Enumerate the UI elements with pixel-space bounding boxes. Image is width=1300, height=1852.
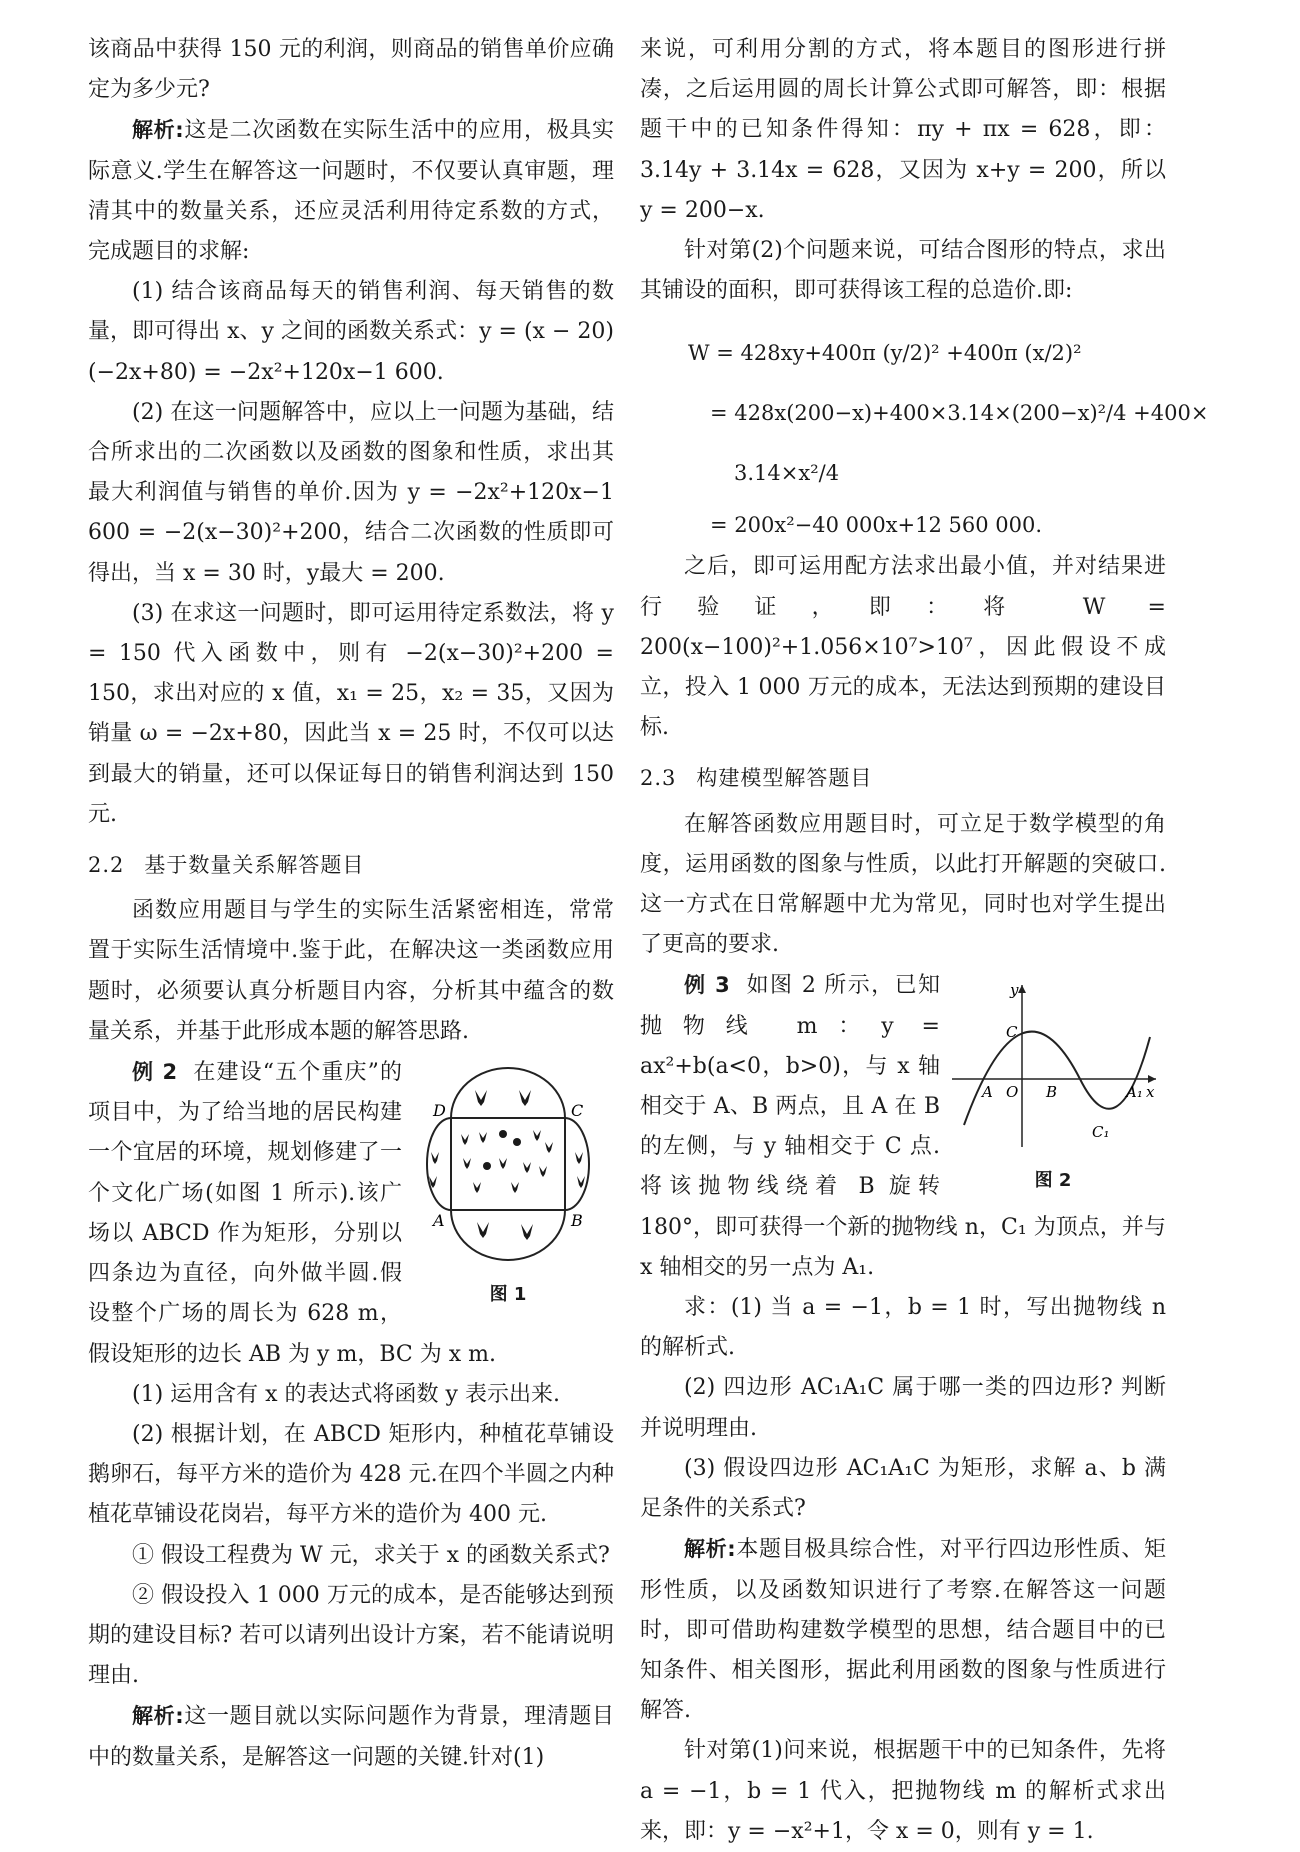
fig2-label-x: x — [1146, 1083, 1155, 1102]
fig2-label-c: C — [1006, 1023, 1018, 1042]
fig1-label-b: B — [571, 1211, 583, 1231]
paragraph: ① 假设工程费为 W 元，求关于 x 的函数关系式? — [132, 1542, 610, 1568]
paragraph: 解析:这一题目就以实际问题作为背景，理清题目中的数量关系，是解答这一问题的关键.针对(1) — [88, 1704, 614, 1770]
paragraph: (2) 四边形 AC₁A₁C 属于哪一类的四边形? 判断并说明理由. — [640, 1375, 1166, 1441]
paragraph: 在解答函数应用题目时，可立足于数学模型的角度，运用函数的图象与性质，以此打开解题的突破口.这一方式在日常解题中尤为常见，同时也对学生提出了更高的要求. — [640, 811, 1166, 958]
parabola-graph — [942, 975, 1164, 1151]
figure-1 — [402, 1060, 614, 1310]
paragraph: 求：(1) 当 a = −1，b = 1 时，写出抛物线 n 的解析式. — [640, 1295, 1166, 1361]
example-label: 例 2 — [132, 1060, 178, 1085]
analysis-label: 解析: — [132, 1704, 184, 1729]
formula-line: = 200x²−40 000x+12 560 000. — [710, 513, 1043, 538]
paragraph: 之后，即可运用配方法求出最小值，并对结果进行验证，即：将 W = 200(x−100)²+1.056×10⁷>10⁷，因此假设不成立，投入 1 000 万元的成本，无法达到预期的建设目标. — [640, 554, 1166, 741]
fig1-label-d: D — [433, 1101, 446, 1121]
paragraph: (1) 结合该商品每天的销售利润、每天销售的数量，即可得出 x、y 之间的函数关系式：y = (x − 20)(−2x+80) = −2x²+120x−1 600. — [88, 279, 614, 385]
formula-line: 3.14×x²/4 — [734, 461, 840, 486]
paragraph: (3) 在求这一问题时，即可运用待定系数法，将 y = 150 代入函数中，则有 −2(x−30)²+200 = 150，求出对应的 x 值，x₁ = 25，x₂ = 35，又因为销量 ω = −2x+80，因此当 x = 25 时，不仅可以达到最大的销量，还可以保证每日的销售利润达到 150 元. — [88, 600, 614, 827]
formula-line: W = 428xy+400π (y/2)² +400π (x/2)² — [688, 341, 1082, 366]
paragraph: (2) 根据计划，在 ABCD 矩形内，种植花草铺设鹅卵石，每平方米的造价为 428 元.在四个半圆之内种植花草铺设花岗岩，每平方米的造价为 400 元. — [88, 1421, 614, 1528]
figure-caption: 图 2 — [1034, 1169, 1072, 1191]
analysis-label: 解析: — [684, 1537, 736, 1562]
paragraph: 函数应用题目与学生的实际生活紧密相连，常常置于实际生活情境中.鉴于此，在解决这一类函数应用题时，必须要认真分析题目内容，分析其中蕴含的数量关系，并基于此形成本题的解答思路. — [88, 898, 614, 1044]
paragraph: (1) 运用含有 x 的表达式将函数 y 表示出来. — [132, 1381, 560, 1407]
section-heading: 2.3 构建模型解答题目 — [640, 766, 873, 791]
analysis-label: 解析: — [132, 118, 184, 143]
paragraph: 例 3 如图 2 所示，已知抛物线 m：y = ax²+b(a<0，b>0)，与 x 轴相交于 A、B 两点，且 A 在 B 的左侧，与 y 轴相交于 C 点.将该抛物线绕着 B 旋转 180°，即可获得一个新的抛物线 n，C₁ 为顶点，并与 x 轴相交的另一点为 A₁. — [640, 973, 1166, 1280]
paragraph: 例 2 在建设“五个重庆”的项目中，为了给当地的居民构建一个宜居的环境，规划修建了一个文化广场(如图 1 所示).该广场以 ABCD 作为矩形，分别以四条边为直径，向外做半圆.假设整个广场的周长为 628 m，假设矩形的边长 AB 为 y m，BC 为 x m. — [88, 1060, 496, 1367]
paragraph: (2) 在这一问题解答中，应以上一问题为基础，结合所求出的二次函数以及函数的图象和性质，求出其最大利润值与销售的单价.因为 y = −2x²+120x−1 600 = −2(x−30)²+200，结合二次函数的性质即可得出，当 x = 30 时，y最大 = 200. — [88, 399, 614, 586]
paragraph: ② 假设投入 1 000 万元的成本，是否能够达到预期的建设目标? 若可以请列出设计方案，若不能请说明理由. — [88, 1582, 614, 1689]
fig2-label-b: B — [1046, 1083, 1058, 1102]
right-column — [640, 30, 1209, 1852]
paragraph: 针对第(1)问来说，根据题干中的已知条件，先将 a = −1，b = 1 代入，把抛物线 m 的解析式求出来，即：y = −x²+1，令 x = 0，则有 y = 1. — [640, 1738, 1166, 1844]
fig2-label-a: A — [982, 1083, 993, 1102]
fig2-label-o: O — [1006, 1083, 1019, 1102]
paragraph: 来说，可利用分割的方式，将本题目的图形进行拼凑，之后运用圆的周长计算公式即可解答，即：根据题干中的已知条件得知：πy + πx = 628，即：3.14y + 3.14x = 628，又因为 x+y = 200，所以 y = 200−x. — [640, 37, 1166, 223]
cost-formula — [640, 311, 1209, 547]
section-heading: 2.2 基于数量关系解答题目 — [88, 853, 365, 878]
plaza-diagram — [403, 1060, 613, 1266]
fig1-label-a: A — [433, 1211, 445, 1231]
figure-caption: 图 1 — [489, 1284, 527, 1306]
paragraph: 解析:这是二次函数在实际生活中的应用，极具实际意义.学生在解答这一问题时，不仅要认真审题，理清其中的数量关系，还应灵活利用待定系数的方式，完成题目的求解: — [88, 118, 614, 265]
example-2-block — [88, 1052, 614, 1375]
fig2-label-y: y — [1010, 981, 1019, 1000]
paragraph: (3) 假设四边形 AC₁A₁C 为矩形，求解 a、b 满足条件的关系式? — [640, 1455, 1166, 1522]
paragraph: 该商品中获得 150 元的利润，则商品的销售单价应确定为多少元? — [88, 37, 614, 103]
fig1-label-c: C — [571, 1101, 584, 1121]
formula-line: = 428x(200−x)+400×3.14×(200−x)²/4 +400× — [710, 401, 1209, 426]
paragraph: 解析:本题目极具综合性，对平行四边形性质、矩形性质，以及函数知识进行了考察.在解答这一问题时，即可借助构建数学模型的思想，结合题目中的已知条件、相关图形，据此利用函数的图象与性质进行解答. — [640, 1537, 1166, 1724]
example-label: 例 3 — [684, 973, 730, 998]
figure-2 — [940, 975, 1166, 1195]
example-3-block — [640, 965, 1166, 1288]
fig2-label-c1: C₁ — [1092, 1123, 1110, 1142]
paragraph: 针对第(2)个问题来说，可结合图形的特点，求出其铺设的面积，即可获得该工程的总造价.即: — [640, 238, 1166, 304]
left-column — [88, 30, 614, 1778]
fig2-label-a1: A₁ — [1126, 1083, 1143, 1102]
